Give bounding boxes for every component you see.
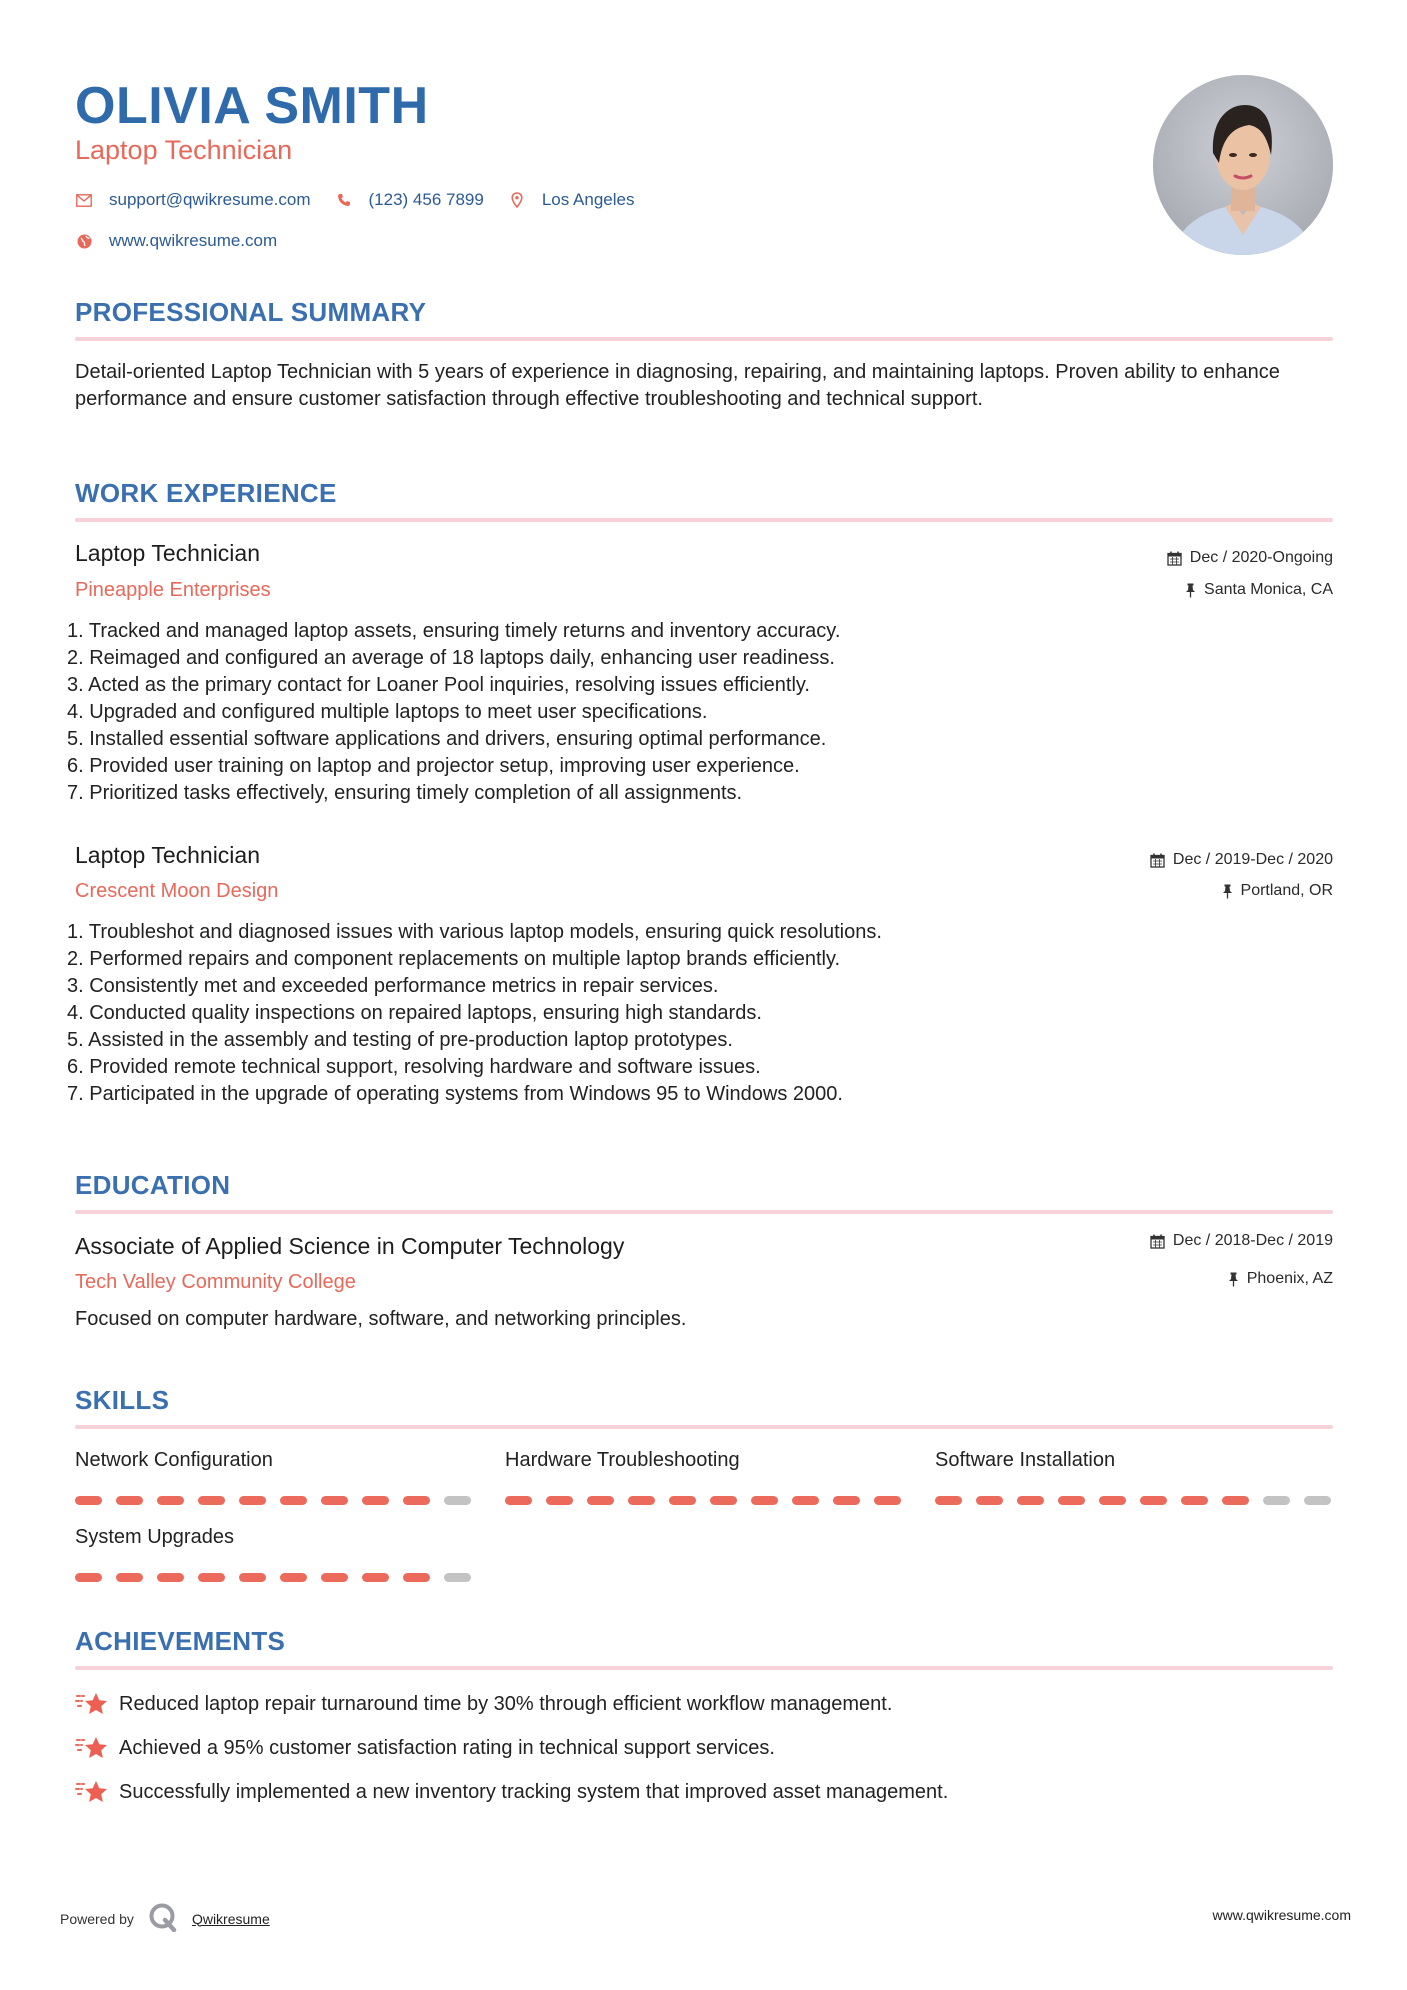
- contact-row-1: [75, 189, 652, 211]
- bullet-item: 3. Acted as the primary contact for Loaner Pool inquiries, resolving issues efficiently.: [67, 674, 810, 696]
- map-pin-icon: [508, 191, 526, 209]
- calendar-icon: [1150, 1234, 1165, 1249]
- skill-segment-empty: [444, 1573, 471, 1582]
- job-title: Laptop Technician: [75, 540, 260, 566]
- job-dates: [1150, 850, 1333, 870]
- skill-name: Software Installation: [935, 1449, 1116, 1471]
- bullet-item: 2. Reimaged and configured an average of 18 laptops daily, enhancing user readiness.: [67, 647, 835, 669]
- education-dates: [1150, 1231, 1333, 1251]
- phone-text: (123) 456 7899: [368, 190, 484, 209]
- skill-name: System Upgrades: [75, 1526, 234, 1548]
- skill-segment-filled: [280, 1573, 307, 1582]
- summary-text: Detail-oriented Laptop Technician with 5 years of experience in diagnosing, repairing, and maintaining laptops. Proven ability to enhance performance and ensure customer satisfaction through effective troubleshooting and technical support.: [75, 361, 1280, 410]
- summary-heading: PROFESSIONAL SUMMARY: [75, 297, 427, 327]
- skill-name: Network Configuration: [75, 1449, 273, 1471]
- section-divider: [75, 1210, 1333, 1214]
- skill-segment-filled: [710, 1496, 737, 1505]
- website-text: www.qwikresume.com: [109, 231, 278, 250]
- location-text: Los Angeles: [541, 190, 635, 209]
- bullet-item: 4. Upgraded and configured multiple laptops to meet user specifications.: [67, 701, 708, 723]
- school-name: Tech Valley Community College: [75, 1271, 356, 1293]
- skill-segment-filled: [362, 1573, 389, 1582]
- globe-icon: [75, 232, 93, 250]
- skill-segment-filled: [546, 1496, 573, 1505]
- bullet-item: 5. Assisted in the assembly and testing of pre-production laptop prototypes.: [67, 1029, 733, 1051]
- job-bullets: [67, 618, 840, 807]
- contact-email[interactable]: [75, 189, 311, 211]
- skill-segment-filled: [1222, 1496, 1249, 1505]
- education-location: [1228, 1269, 1333, 1289]
- skill-segment-filled: [976, 1496, 1003, 1505]
- shooting-star-icon: [75, 1691, 109, 1717]
- skill-segment-filled: [833, 1496, 860, 1505]
- degree-title: Associate of Applied Science in Computer Technology: [75, 1233, 625, 1259]
- section-divider: [75, 518, 1333, 522]
- contact-location: [508, 189, 635, 211]
- job-dates-text: Dec / 2019-Dec / 2020: [1172, 851, 1333, 868]
- skill-level-bar: [935, 1496, 1331, 1505]
- contact-website[interactable]: [75, 230, 277, 252]
- skill-segment-filled: [75, 1573, 102, 1582]
- powered-by-label: Powered by: [60, 1910, 134, 1927]
- skill-segment-filled: [198, 1496, 225, 1505]
- footer-branding: [60, 1902, 270, 1935]
- skill-segment-filled: [1099, 1496, 1126, 1505]
- achievement-text: Reduced laptop repair turnaround time by 30% through efficient workflow management.: [119, 1693, 893, 1715]
- skill-segment-filled: [403, 1496, 430, 1505]
- bullet-item: 1. Tracked and managed laptop assets, ensuring timely returns and inventory accuracy.: [67, 620, 841, 642]
- skill-segment-filled: [239, 1496, 266, 1505]
- phone-icon: [335, 191, 353, 209]
- shooting-star-icon: [75, 1779, 109, 1805]
- bullet-item: 3. Consistently met and exceeded performance metrics in repair services.: [67, 975, 719, 997]
- skill-segment-filled: [75, 1496, 102, 1505]
- bullet-item: 4. Conducted quality inspections on repaired laptops, ensuring high standards.: [67, 1002, 762, 1024]
- skill-segment-filled: [1058, 1496, 1085, 1505]
- job-company: Pineapple Enterprises: [75, 579, 271, 601]
- skill-segment-filled: [157, 1573, 184, 1582]
- skill-segment-filled: [874, 1496, 901, 1505]
- achievement-item: [75, 1735, 775, 1761]
- bullet-item: 1. Troubleshot and diagnosed issues with various laptop models, ensuring quick resolutions.: [67, 921, 882, 943]
- section-divider: [75, 337, 1333, 341]
- job-bullets: [67, 919, 882, 1108]
- calendar-icon: [1150, 853, 1165, 868]
- pushpin-icon: [1185, 583, 1196, 598]
- skill-segment-filled: [321, 1573, 348, 1582]
- skill-segment-filled: [116, 1496, 143, 1505]
- job-location-text: Santa Monica, CA: [1204, 581, 1333, 598]
- education-description: Focused on computer hardware, software, and networking principles.: [75, 1308, 687, 1330]
- job-location: [1185, 580, 1333, 600]
- skill-segment-filled: [116, 1573, 143, 1582]
- pushpin-icon: [1222, 884, 1233, 899]
- skill-segment-filled: [198, 1573, 225, 1582]
- education-dates-text: Dec / 2018-Dec / 2019: [1172, 1232, 1333, 1249]
- skill-segment-filled: [751, 1496, 778, 1505]
- candidate-title: Laptop Technician: [75, 135, 293, 165]
- skill-segment-filled: [669, 1496, 696, 1505]
- section-divider: [75, 1425, 1333, 1429]
- skill-item: [505, 1447, 901, 1505]
- profile-photo: [1153, 75, 1333, 255]
- job-company: Crescent Moon Design: [75, 880, 279, 902]
- pushpin-icon: [1228, 1272, 1239, 1287]
- qwikresume-logo-icon: [148, 1902, 178, 1935]
- skill-segment-filled: [1181, 1496, 1208, 1505]
- footer-url[interactable]: www.qwikresume.com: [1212, 1907, 1351, 1923]
- bullet-item: 7. Participated in the upgrade of operating systems from Windows 95 to Windows 2000.: [67, 1083, 843, 1105]
- skill-segment-filled: [1140, 1496, 1167, 1505]
- skill-segment-filled: [792, 1496, 819, 1505]
- contact-row-2: [75, 230, 295, 252]
- job-dates: [1167, 548, 1333, 568]
- skill-level-bar: [505, 1496, 901, 1505]
- skill-segment-filled: [157, 1496, 184, 1505]
- skill-segment-filled: [935, 1496, 962, 1505]
- skill-level-bar: [75, 1496, 471, 1505]
- qwikresume-link[interactable]: Qwikresume: [191, 1910, 270, 1927]
- skill-item: [75, 1447, 471, 1505]
- envelope-icon: [75, 191, 93, 209]
- achievement-item: [75, 1779, 948, 1805]
- bullet-item: 5. Installed essential software applications and drivers, ensuring optimal performance.: [67, 728, 827, 750]
- achievements-heading: ACHIEVEMENTS: [75, 1626, 286, 1656]
- skill-segment-empty: [1304, 1496, 1331, 1505]
- achievement-text: Achieved a 95% customer satisfaction rating in technical support services.: [119, 1737, 775, 1759]
- skill-level-bar: [75, 1573, 471, 1582]
- skill-segment-filled: [280, 1496, 307, 1505]
- email-text: support@qwikresume.com: [109, 190, 311, 209]
- contact-phone[interactable]: [335, 189, 484, 211]
- job-dates-text: Dec / 2020-Ongoing: [1189, 549, 1333, 566]
- calendar-icon: [1167, 551, 1182, 566]
- section-divider: [75, 1666, 1333, 1670]
- skill-segment-filled: [321, 1496, 348, 1505]
- skill-segment-filled: [505, 1496, 532, 1505]
- candidate-name: OLIVIA SMITH: [75, 77, 429, 135]
- skill-item: [75, 1524, 471, 1582]
- skill-item: [935, 1447, 1331, 1505]
- skill-segment-filled: [403, 1573, 430, 1582]
- education-heading: EDUCATION: [75, 1170, 231, 1200]
- skill-segment-filled: [628, 1496, 655, 1505]
- skill-name: Hardware Troubleshooting: [505, 1449, 740, 1471]
- skills-heading: SKILLS: [75, 1385, 170, 1415]
- bullet-item: 6. Provided user training on laptop and projector setup, improving user experience.: [67, 755, 800, 777]
- skill-segment-filled: [362, 1496, 389, 1505]
- job-location-text: Portland, OR: [1240, 882, 1333, 899]
- job-title: Laptop Technician: [75, 842, 260, 868]
- bullet-item: 6. Provided remote technical support, resolving hardware and software issues.: [67, 1056, 761, 1078]
- portrait-illustration: [1153, 75, 1333, 255]
- skill-segment-filled: [587, 1496, 614, 1505]
- shooting-star-icon: [75, 1735, 109, 1761]
- education-location-text: Phoenix, AZ: [1246, 1270, 1333, 1287]
- bullet-item: 7. Prioritized tasks effectively, ensuring timely completion of all assignments.: [67, 782, 743, 804]
- bullet-item: 2. Performed repairs and component replacements on multiple laptop brands efficiently.: [67, 948, 841, 970]
- skill-segment-filled: [1017, 1496, 1044, 1505]
- skill-segment-empty: [444, 1496, 471, 1505]
- skill-segment-filled: [239, 1573, 266, 1582]
- experience-heading: WORK EXPERIENCE: [75, 478, 337, 508]
- job-location: [1222, 881, 1333, 901]
- achievement-text: Successfully implemented a new inventory tracking system that improved asset management.: [119, 1781, 949, 1803]
- achievement-item: [75, 1691, 892, 1717]
- skill-segment-empty: [1263, 1496, 1290, 1505]
